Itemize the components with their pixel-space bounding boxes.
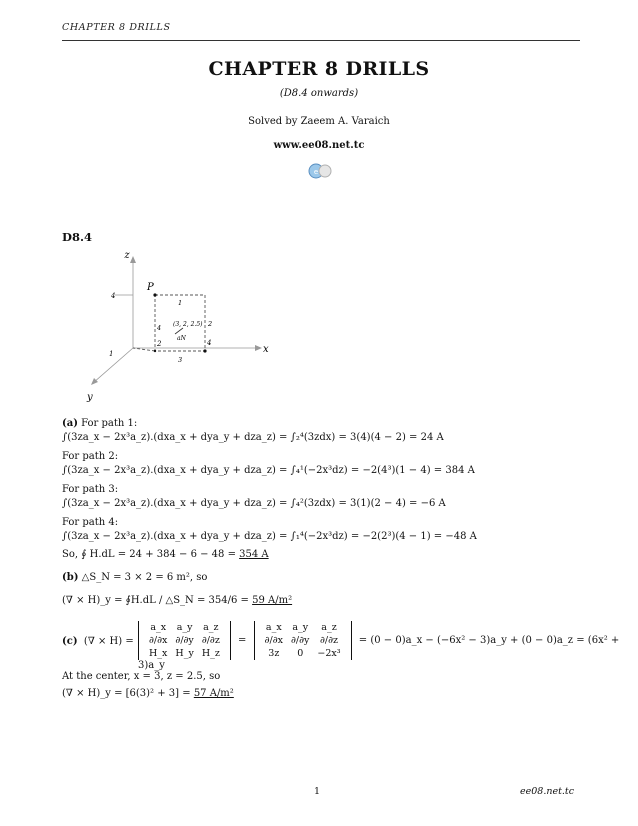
website-link[interactable]: www.ee08.net.tc xyxy=(273,140,365,151)
part-a-path2-equation: ∫(3za_x − 2x³a_z).(dxa_x + dya_y + dza_z) = ∫₄¹(−2x³dz) = −2(4³)(1 − 4) = 384 A xyxy=(62,465,475,476)
page-title: CHAPTER 8 DRILLS xyxy=(208,58,430,80)
determinant-cell: H_z xyxy=(201,648,220,659)
determinant-cell: ∂/∂y xyxy=(291,635,310,646)
path-diagram xyxy=(85,248,285,408)
determinant-cell: ∂/∂x xyxy=(149,635,168,646)
determinant-cell: a_y xyxy=(292,622,309,633)
part-a-path1-equation: ∫(3za_x − 2x³a_z).(dxa_x + dya_y + dza_z) = ∫₂⁴(3zdx) = 3(4)(4 − 2) = 24 A xyxy=(62,432,444,443)
header-rule xyxy=(62,40,580,41)
determinant-cell: a_y xyxy=(176,622,193,633)
tick-z-4: 4 xyxy=(111,292,116,300)
edge-label-2: 2 xyxy=(157,340,162,348)
edge-label-4: 4 xyxy=(207,339,212,347)
path-number-1: 1 xyxy=(178,299,183,307)
determinant-cell: ∂/∂x xyxy=(264,635,284,646)
determinant-cell: a_x xyxy=(150,622,167,633)
tick-y-1: 1 xyxy=(109,350,114,358)
center-point-label: (3, 2, 2.5) xyxy=(173,321,203,328)
determinant-cell: a_x xyxy=(265,622,282,633)
part-a-path4-title: For path 4: xyxy=(62,517,119,528)
determinant-cell: H_x xyxy=(149,648,168,659)
determinant-1 xyxy=(138,621,231,660)
axis-label-y: y xyxy=(87,392,93,403)
normal-vector-label: aN xyxy=(177,335,186,342)
point-label-p: P xyxy=(147,282,154,293)
svg-text:e: e xyxy=(313,168,319,176)
footer-site[interactable]: ee08.net.tc xyxy=(520,786,575,797)
determinant-cell: ∂/∂z xyxy=(319,635,339,646)
path-number-3: 3 xyxy=(178,356,183,364)
subtitle: (D8.4 onwards) xyxy=(279,88,359,99)
page-number: 1 xyxy=(314,786,321,797)
part-b-curl: (∇ × H)_y = ∮H.dL / △S_N = 354/6 = 59 A/m² xyxy=(62,595,293,606)
part-a-path4-equation: ∫(3za_x − 2x³a_z).(dxa_x + dya_y + dza_z) = ∫₁⁴(−2x³dz) = −2(2³)(4 − 1) = −48 A xyxy=(62,531,477,542)
part-a-path3-equation: ∫(3za_x − 2x³a_z).(dxa_x + dya_y + dza_z) = ∫₄²(3zdx) = 3(1)(2 − 4) = −6 A xyxy=(62,498,446,509)
author-line: Solved by Zaeem A. Varaich xyxy=(248,116,390,127)
part-c-determinants: a_x a_y a_z ∂/∂x ∂/∂y ∂/∂z H_x H_y H_z = a_x a_y a_z ∂/∂x ∂/∂y ∂/∂z 3z 0 −2x³ = (0 − 0)a_x − (−6x² − 3)a_y + (0 − 0)a_z = (6x² + 3)a_y xyxy=(138,622,620,671)
site-logo-icon xyxy=(305,162,335,180)
determinant-cell: ∂/∂y xyxy=(175,635,194,646)
part-a-sum: So, ∮ H.dL = 24 + 384 − 6 − 48 = 354 A xyxy=(62,549,269,560)
part-c-center-text: At the center, x = 3, z = 2.5, so xyxy=(62,671,221,682)
determinant-cell: H_y xyxy=(175,648,194,659)
determinant-cell: −2x³ xyxy=(317,648,341,659)
path-number-4: 4 xyxy=(157,324,162,332)
part-b-area: (b) △S_N = 3 × 2 = 6 m², so xyxy=(62,572,208,583)
determinant-cell: 3z xyxy=(268,648,280,659)
running-header: CHAPTER 8 DRILLS xyxy=(62,22,171,33)
part-c-label: (c) (∇ × H) = xyxy=(62,636,134,647)
determinant-cell: ∂/∂z xyxy=(201,635,220,646)
determinant-cell: a_z xyxy=(321,622,337,633)
axis-label-x: x xyxy=(263,344,269,355)
path-number-2: 2 xyxy=(208,320,213,328)
part-a-path2-title: For path 2: xyxy=(62,451,119,462)
part-a-path1-title: (a) For path 1: xyxy=(62,418,138,429)
axis-label-z: z xyxy=(124,250,130,261)
part-a-path3-title: For path 3: xyxy=(62,484,119,495)
section-heading: D8.4 xyxy=(62,230,92,244)
part-c-final: (∇ × H)_y = [6(3)² + 3] = 57 A/m² xyxy=(62,688,234,699)
determinant-cell: 0 xyxy=(297,648,304,659)
determinant-2 xyxy=(254,621,352,660)
part-c-rhs: = (0 − 0)a_x − (−6x² − 3)a_y + (0 − 0)a_z = (6x² + 3)a_y xyxy=(138,635,620,671)
determinant-cell: a_z xyxy=(203,622,219,633)
